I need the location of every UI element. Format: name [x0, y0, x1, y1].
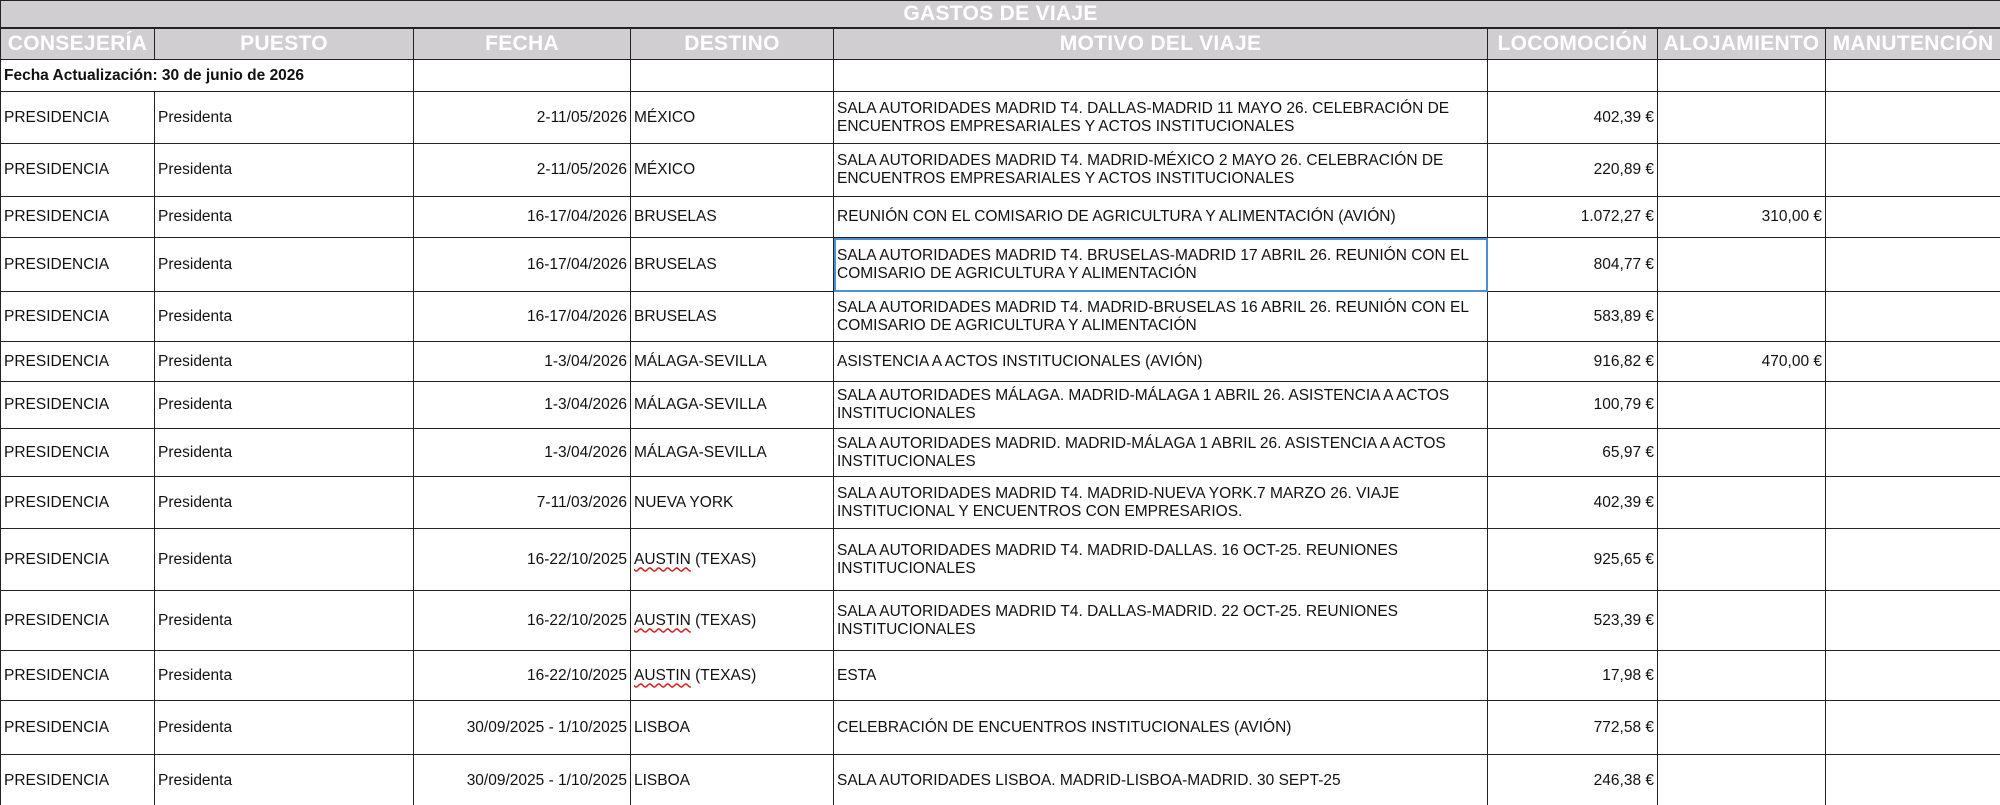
cell-motivo[interactable]: REUNIÓN CON EL COMISARIO DE AGRICULTURA Y ALIMENTACIÓN (AVIÓN) — [834, 197, 1488, 238]
header-fecha[interactable]: FECHA — [414, 28, 631, 60]
table-row — [1, 701, 2000, 755]
cell-fecha[interactable]: 16-17/04/2026 — [414, 238, 631, 292]
header-locomocion[interactable]: LOCOMOCIÓN — [1488, 28, 1658, 60]
cell-puesto[interactable]: Presidenta — [155, 651, 414, 701]
table-row — [1, 477, 2000, 529]
cell-motivo[interactable]: ESTA — [834, 651, 1488, 701]
cell-consejeria[interactable]: PRESIDENCIA — [1, 238, 155, 292]
cell-puesto[interactable]: Presidenta — [155, 292, 414, 342]
cell-locomocion[interactable]: 804,77 € — [1488, 238, 1658, 292]
cell-puesto[interactable]: Presidenta — [155, 92, 414, 144]
cell-locomocion[interactable]: 583,89 € — [1488, 292, 1658, 342]
cell-destino[interactable]: MÁLAGA-SEVILLA — [631, 342, 834, 382]
cell-manutencion[interactable] — [1826, 92, 2000, 144]
cell-alojamiento[interactable] — [1658, 477, 1826, 529]
table-row — [1, 429, 2000, 477]
update-row — [1, 60, 2000, 92]
cell-destino[interactable]: LISBOA — [631, 755, 834, 805]
cell-manutencion[interactable] — [1826, 292, 2000, 342]
table-row — [1, 197, 2000, 238]
cell-motivo[interactable]: SALA AUTORIDADES MADRID T4. MADRID-NUEVA YORK.7 MARZO 26. VIAJE INSTITUCIONAL Y ENCUENTROS CON EMPRESARIOS. — [834, 477, 1488, 529]
cell-alojamiento[interactable] — [1658, 529, 1826, 591]
cell-destino[interactable]: MÁLAGA-SEVILLA — [631, 382, 834, 429]
cell-fecha[interactable]: 16-17/04/2026 — [414, 292, 631, 342]
cell-motivo[interactable]: SALA AUTORIDADES MADRID T4. MADRID-DALLAS. 16 OCT-25. REUNIONES INSTITUCIONALES — [834, 529, 1488, 591]
cell-fecha[interactable]: 16-22/10/2025 — [414, 591, 631, 651]
cell-motivo[interactable]: SALA AUTORIDADES MADRID T4. MADRID-MÉXICO 2 MAYO 26. CELEBRACIÓN DE ENCUENTROS EMPRESARIALES Y ACTOS INSTITUCIONALES — [834, 144, 1488, 197]
cell-manutencion[interactable] — [1826, 529, 2000, 591]
cell-consejeria[interactable]: PRESIDENCIA — [1, 382, 155, 429]
header-puesto[interactable]: PUESTO — [155, 28, 414, 60]
cell-fecha[interactable]: 16-22/10/2025 — [414, 529, 631, 591]
cell-fecha[interactable]: 30/09/2025 - 1/10/2025 — [414, 755, 631, 805]
cell-consejeria[interactable]: PRESIDENCIA — [1, 144, 155, 197]
cell-locomocion[interactable]: 246,38 € — [1488, 755, 1658, 805]
cell-fecha[interactable]: 2-11/05/2026 — [414, 144, 631, 197]
empty-cell[interactable] — [834, 60, 1488, 92]
update-date-cell[interactable]: Fecha Actualización: 30 de junio de 2026 — [1, 60, 414, 92]
cell-puesto[interactable]: Presidenta — [155, 197, 414, 238]
cell-manutencion[interactable] — [1826, 651, 2000, 701]
cell-puesto[interactable]: Presidenta — [155, 701, 414, 755]
cell-puesto[interactable]: Presidenta — [155, 529, 414, 591]
cell-destino[interactable]: AUSTIN (TEXAS) — [631, 651, 834, 701]
cell-manutencion[interactable] — [1826, 144, 2000, 197]
cell-consejeria[interactable]: PRESIDENCIA — [1, 529, 155, 591]
cell-manutencion[interactable] — [1826, 342, 2000, 382]
cell-consejeria[interactable]: PRESIDENCIA — [1, 755, 155, 805]
cell-consejeria[interactable]: PRESIDENCIA — [1, 429, 155, 477]
cell-consejeria[interactable]: PRESIDENCIA — [1, 651, 155, 701]
cell-alojamiento[interactable] — [1658, 591, 1826, 651]
cell-motivo[interactable]: SALA AUTORIDADES MADRID T4. DALLAS-MADRID. 22 OCT-25. REUNIONES INSTITUCIONALES — [834, 591, 1488, 651]
cell-destino[interactable]: LISBOA — [631, 701, 834, 755]
header-consejeria[interactable]: CONSEJERÍA — [1, 28, 155, 60]
cell-puesto[interactable]: Presidenta — [155, 755, 414, 805]
cell-alojamiento[interactable]: 470,00 € — [1658, 342, 1826, 382]
header-motivo[interactable]: MOTIVO DEL VIAJE — [834, 28, 1488, 60]
cell-motivo[interactable]: ASISTENCIA A ACTOS INSTITUCIONALES (AVIÓN) — [834, 342, 1488, 382]
cell-destino[interactable]: AUSTIN (TEXAS) — [631, 591, 834, 651]
cell-destino[interactable]: MÉXICO — [631, 92, 834, 144]
cell-fecha[interactable]: 1-3/04/2026 — [414, 382, 631, 429]
cell-puesto[interactable]: Presidenta — [155, 382, 414, 429]
cell-alojamiento[interactable] — [1658, 651, 1826, 701]
cell-consejeria[interactable]: PRESIDENCIA — [1, 477, 155, 529]
cell-puesto[interactable]: Presidenta — [155, 591, 414, 651]
cell-manutencion[interactable] — [1826, 701, 2000, 755]
cell-alojamiento[interactable] — [1658, 755, 1826, 805]
cell-manutencion[interactable] — [1826, 238, 2000, 292]
cell-alojamiento[interactable] — [1658, 701, 1826, 755]
table-row — [1, 651, 2000, 701]
table-row — [1, 755, 2000, 805]
cell-destino[interactable]: AUSTIN (TEXAS) — [631, 529, 834, 591]
table-row — [1, 529, 2000, 591]
cell-consejeria[interactable]: PRESIDENCIA — [1, 701, 155, 755]
cell-motivo[interactable]: CELEBRACIÓN DE ENCUENTROS INSTITUCIONALES (AVIÓN) — [834, 701, 1488, 755]
cell-manutencion[interactable] — [1826, 429, 2000, 477]
table-row — [1, 238, 2000, 292]
cell-puesto[interactable]: Presidenta — [155, 238, 414, 292]
empty-cell[interactable] — [1658, 60, 1826, 92]
cell-puesto[interactable]: Presidenta — [155, 477, 414, 529]
cell-locomocion[interactable]: 402,39 € — [1488, 477, 1658, 529]
cell-destino[interactable]: NUEVA YORK — [631, 477, 834, 529]
cell-motivo[interactable]: SALA AUTORIDADES MADRID T4. DALLAS-MADRID 11 MAYO 26. CELEBRACIÓN DE ENCUENTROS EMPRESARIALES Y ACTOS INSTITUCIONALES — [834, 92, 1488, 144]
table-row — [1, 591, 2000, 651]
cell-fecha[interactable]: 1-3/04/2026 — [414, 342, 631, 382]
cell-consejeria[interactable]: PRESIDENCIA — [1, 591, 155, 651]
cell-puesto[interactable]: Presidenta — [155, 342, 414, 382]
cell-manutencion[interactable] — [1826, 382, 2000, 429]
cell-destino[interactable]: MÁLAGA-SEVILLA — [631, 429, 834, 477]
cell-consejeria[interactable]: PRESIDENCIA — [1, 92, 155, 144]
cell-locomocion[interactable]: 17,98 € — [1488, 651, 1658, 701]
cell-fecha[interactable]: 2-11/05/2026 — [414, 92, 631, 144]
cell-locomocion[interactable]: 916,82 € — [1488, 342, 1658, 382]
cell-destino[interactable]: BRUSELAS — [631, 238, 834, 292]
cell-manutencion[interactable] — [1826, 755, 2000, 805]
cell-destino[interactable]: BRUSELAS — [631, 197, 834, 238]
header-manutencion[interactable]: MANUTENCIÓN — [1826, 28, 2000, 60]
cell-consejeria[interactable]: PRESIDENCIA — [1, 292, 155, 342]
cell-alojamiento[interactable] — [1658, 382, 1826, 429]
cell-fecha[interactable]: 16-17/04/2026 — [414, 197, 631, 238]
cell-motivo[interactable]: SALA AUTORIDADES MADRID. MADRID-MÁLAGA 1 ABRIL 26. ASISTENCIA A ACTOS INSTITUCIONALES — [834, 429, 1488, 477]
cell-motivo[interactable]: SALA AUTORIDADES MADRID T4. MADRID-BRUSELAS 16 ABRIL 26. REUNIÓN CON EL COMISARIO DE AGRICULTURA Y ALIMENTACIÓN — [834, 292, 1488, 342]
cell-alojamiento[interactable] — [1658, 238, 1826, 292]
cell-manutencion[interactable] — [1826, 197, 2000, 238]
cell-motivo[interactable]: SALA AUTORIDADES MADRID T4. BRUSELAS-MADRID 17 ABRIL 26. REUNIÓN CON EL COMISARIO DE AGRICULTURA Y ALIMENTACIÓN — [834, 238, 1488, 292]
cell-destino[interactable]: MÉXICO — [631, 144, 834, 197]
cell-alojamiento[interactable]: 310,00 € — [1658, 197, 1826, 238]
cell-locomocion[interactable]: 402,39 € — [1488, 92, 1658, 144]
table-row — [1, 144, 2000, 197]
cell-locomocion[interactable]: 523,39 € — [1488, 591, 1658, 651]
header-destino[interactable]: DESTINO — [631, 28, 834, 60]
empty-cell[interactable] — [414, 60, 631, 92]
cell-motivo[interactable]: SALA AUTORIDADES LISBOA. MADRID-LISBOA-MADRID. 30 SEPT-25 — [834, 755, 1488, 805]
cell-locomocion[interactable]: 100,79 € — [1488, 382, 1658, 429]
cell-puesto[interactable]: Presidenta — [155, 429, 414, 477]
cell-alojamiento[interactable] — [1658, 144, 1826, 197]
cell-locomocion[interactable]: 65,97 € — [1488, 429, 1658, 477]
cell-fecha[interactable]: 7-11/03/2026 — [414, 477, 631, 529]
table-row — [1, 382, 2000, 429]
cell-manutencion[interactable] — [1826, 477, 2000, 529]
empty-cell[interactable] — [631, 60, 834, 92]
cell-locomocion[interactable]: 925,65 € — [1488, 529, 1658, 591]
cell-fecha[interactable]: 1-3/04/2026 — [414, 429, 631, 477]
empty-cell[interactable] — [1826, 60, 2000, 92]
cell-alojamiento[interactable] — [1658, 429, 1826, 477]
table-row — [1, 342, 2000, 382]
cell-consejeria[interactable]: PRESIDENCIA — [1, 197, 155, 238]
cell-alojamiento[interactable] — [1658, 92, 1826, 144]
cell-alojamiento[interactable] — [1658, 292, 1826, 342]
cell-motivo[interactable]: SALA AUTORIDADES MÁLAGA. MADRID-MÁLAGA 1 ABRIL 26. ASISTENCIA A ACTOS INSTITUCIONALES — [834, 382, 1488, 429]
table-row — [1, 292, 2000, 342]
table-row — [1, 92, 2000, 144]
sheet-title[interactable]: GASTOS DE VIAJE — [1, 1, 2000, 29]
header-alojamiento[interactable]: ALOJAMIENTO — [1658, 28, 1826, 60]
cell-manutencion[interactable] — [1826, 591, 2000, 651]
cell-consejeria[interactable]: PRESIDENCIA — [1, 342, 155, 382]
cell-locomocion[interactable]: 220,89 € — [1488, 144, 1658, 197]
cell-locomocion[interactable]: 772,58 € — [1488, 701, 1658, 755]
cell-destino[interactable]: BRUSELAS — [631, 292, 834, 342]
cell-locomocion[interactable]: 1.072,27 € — [1488, 197, 1658, 238]
cell-puesto[interactable]: Presidenta — [155, 144, 414, 197]
cell-fecha[interactable]: 30/09/2025 - 1/10/2025 — [414, 701, 631, 755]
cell-fecha[interactable]: 16-22/10/2025 — [414, 651, 631, 701]
empty-cell[interactable] — [1488, 60, 1658, 92]
